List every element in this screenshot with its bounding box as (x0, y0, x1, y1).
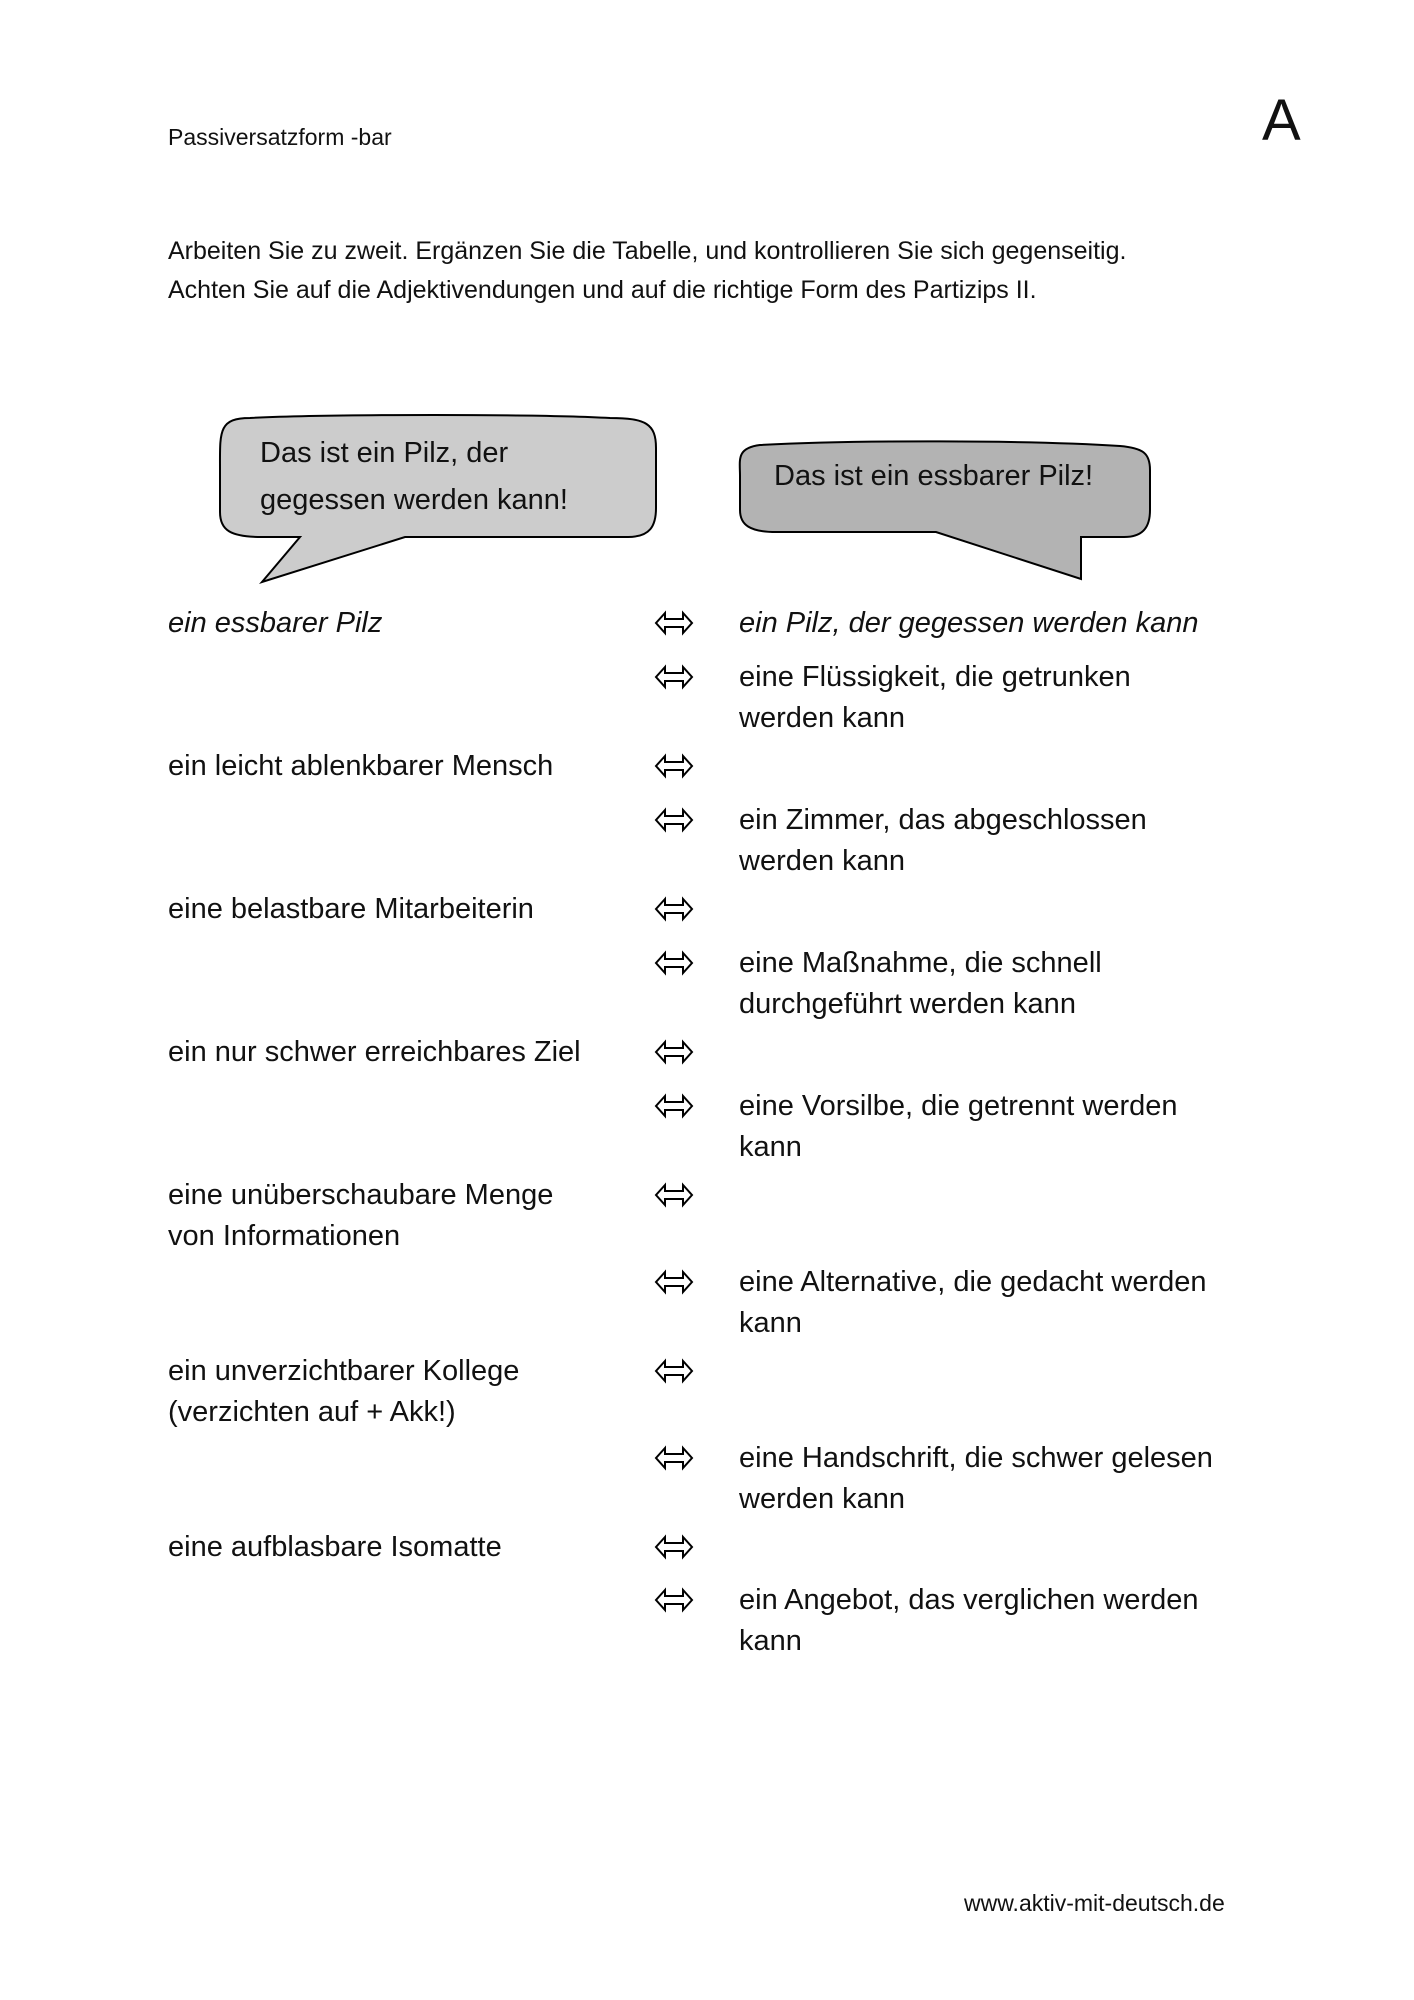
left-right-double-arrow-icon (654, 1175, 696, 1208)
left-right-double-arrow-icon (654, 1262, 696, 1295)
exercise-left-cell (168, 1351, 628, 1433)
left-right-double-arrow-icon (654, 1351, 696, 1384)
exercise-right-cell (739, 1262, 1279, 1344)
exercise-right-line: kann (739, 1307, 802, 1339)
exercise-right-line: ein Angebot, das verglichen werden (739, 1584, 1199, 1616)
left-right-double-arrow-icon (654, 1580, 696, 1613)
exercise-right-cell (739, 1580, 1279, 1662)
exercise-left-line: ein nur schwer erreichbares Ziel (168, 1036, 581, 1068)
exercise-left-line: ein unverzichtbarer Kollege (168, 1355, 520, 1387)
exercise-right-cell (739, 1438, 1279, 1520)
exercise-left-line: eine belastbare Mitarbeiterin (168, 893, 534, 925)
left-right-double-arrow-icon (654, 746, 696, 779)
exercise-right-line: ein Zimmer, das abgeschlossen (739, 804, 1147, 836)
left-right-double-arrow-icon (654, 657, 696, 690)
exercise-right-line: eine Alternative, die gedacht werden (739, 1266, 1207, 1298)
page-topic: Passiversatzform -bar (168, 124, 392, 150)
exercise-right-line: kann (739, 1625, 802, 1657)
left-right-double-arrow-icon (654, 800, 696, 833)
instruction-line: Arbeiten Sie zu zweit. Ergänzen Sie die Tabelle, und kontrollieren Sie sich gegenseitig. (168, 237, 1127, 265)
exercise-right-cell (739, 657, 1279, 739)
exercise-left-cell (168, 1175, 628, 1257)
exercise-right-line: eine Maßnahme, die schnell (739, 947, 1102, 979)
exercise-left-line: eine aufblasbare Isomatte (168, 1531, 502, 1563)
exercise-right-line: werden kann (739, 1483, 906, 1515)
exercise-right-line: kann (739, 1131, 802, 1163)
exercise-right-cell (739, 943, 1279, 1025)
exercise-right-line: durchgeführt werden kann (739, 988, 1076, 1020)
left-right-double-arrow-icon (654, 1032, 696, 1065)
footer-url: www.aktiv-mit-deutsch.de (964, 1890, 1225, 1916)
exercise-right-line: eine Flüssigkeit, die getrunken (739, 661, 1131, 693)
left-right-double-arrow-icon (654, 1086, 696, 1119)
exercise-left-line: ein essbarer Pilz (168, 607, 383, 639)
left-right-double-arrow-icon (654, 889, 696, 922)
exercise-right-cell (739, 603, 1279, 644)
exercise-right-line: werden kann (739, 702, 906, 734)
exercise-right-line: eine Vorsilbe, die getrennt werden (739, 1090, 1178, 1122)
exercise-left-line: eine unüberschaubare Menge (168, 1179, 554, 1211)
exercise-left-line: von Informationen (168, 1220, 401, 1252)
instruction-line: Achten Sie auf die Adjektivendungen und auf die richtige Form des Partizips II. (168, 276, 1037, 304)
left-right-double-arrow-icon (654, 603, 696, 636)
speech-bubble-right-text: Das ist ein essbarer Pilz! (774, 460, 1094, 492)
exercise-right-cell (739, 1086, 1279, 1168)
exercise-left-cell (168, 1527, 628, 1568)
exercise-left-cell (168, 603, 628, 644)
left-right-double-arrow-icon (654, 943, 696, 976)
exercise-left-cell (168, 889, 628, 930)
exercise-right-line: ein Pilz, der gegessen werden kann (739, 607, 1199, 639)
exercise-left-line: ein leicht ablenkbarer Mensch (168, 750, 554, 782)
exercise-right-line: eine Handschrift, die schwer gelesen (739, 1442, 1213, 1474)
version-letter: A (1262, 88, 1301, 153)
exercise-left-line: (verzichten auf + Akk!) (168, 1396, 456, 1428)
exercise-right-cell (739, 800, 1279, 882)
exercise-left-cell (168, 746, 628, 787)
speech-bubble-left-text: Das ist ein Pilz, der gegessen werden kann! (260, 437, 568, 516)
exercise-left-cell (168, 1032, 628, 1073)
left-right-double-arrow-icon (654, 1438, 696, 1471)
left-right-double-arrow-icon (654, 1527, 696, 1560)
exercise-right-line: werden kann (739, 845, 906, 877)
